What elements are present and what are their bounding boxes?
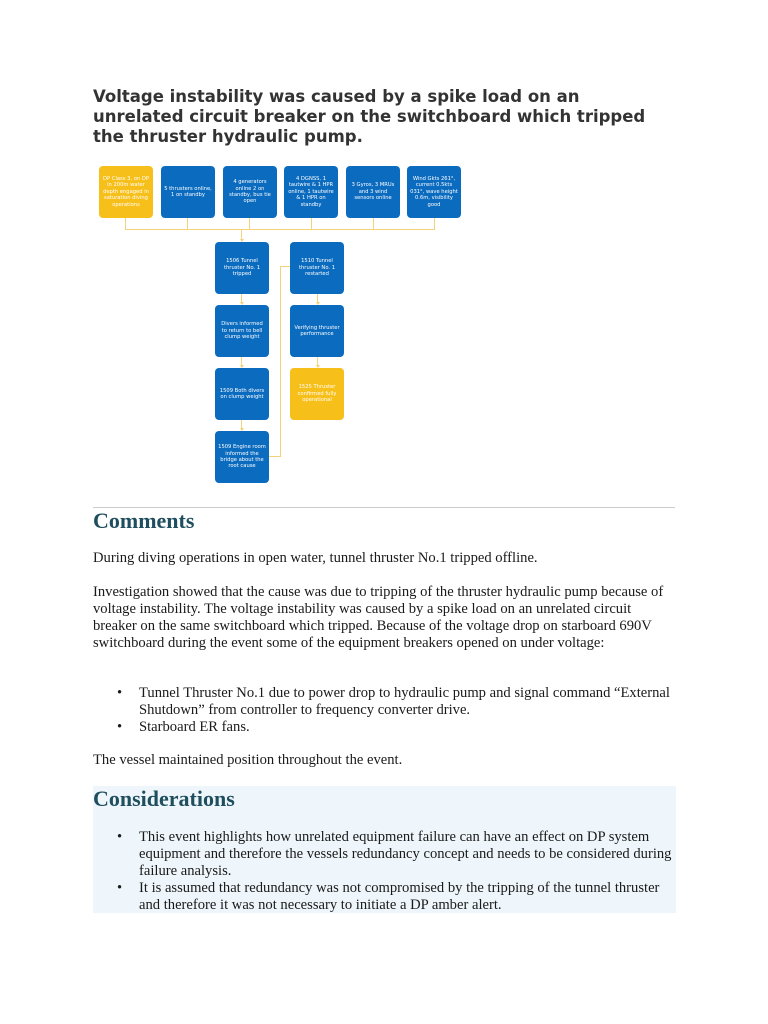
connector-line (269, 456, 280, 457)
connector-line (311, 217, 312, 229)
connector-line (434, 217, 435, 229)
considerations-bullet-list (139, 829, 679, 914)
event-box-verifying-performance: Verifying thruster performance (290, 305, 344, 357)
list-item: • It is assumed that redundancy was not compromised by the tripping of the tunnel thruster and therefore it was not necessary to initiate a DP amber alert. (139, 880, 679, 914)
connector-line (373, 217, 374, 229)
event-box-thruster-operational: 1525 Thruster confirmed fully operational (290, 368, 344, 420)
list-item: • Starboard ER fans. (139, 719, 679, 736)
connector-line (187, 217, 188, 229)
context-box-weather: Wind Gkts 261°, current 0.5kts 031°, wave height 0.6m, visibility good (407, 166, 461, 218)
list-item: • Tunnel Thruster No.1 due to power drop to hydraulic pump and signal command “External Shutdown” from controller to frequency converter drive. (139, 685, 679, 719)
connector-line (280, 266, 290, 267)
page-headline: Voltage instability was caused by a spike load on an unrelated circuit breaker on the switchboard which tripped the thruster hydraulic pump. (93, 87, 646, 146)
comments-paragraph-2: Investigation showed that the cause was due to tripping of the thruster hydraulic pump because of voltage instability. The voltage instability was caused by a spike load on an unrelated circuit breaker on the same switchboard which tripped. Because of the voltage drop on starboard 690V switchboard during the event some of the equipment breakers opened on under voltage: (93, 584, 664, 651)
comments-bullet-list (139, 685, 679, 736)
event-box-thruster-tripped: 1506 Tunnel thruster No. 1 tripped (215, 242, 269, 294)
comments-paragraph-1: During diving operations in open water, tunnel thruster No.1 tripped offline. (93, 550, 538, 566)
event-box-divers-informed: Divers informed to return to bell clump weight (215, 305, 269, 357)
context-box-dp-class: DP Class 3, on DP in 200m water depth engaged in saturation diving operations (99, 166, 153, 218)
considerations-heading: Considerations (93, 786, 235, 811)
connector-line (249, 217, 250, 229)
context-box-sensors: 3 Gyros, 3 MRUs and 3 wind sensors online (346, 166, 400, 218)
connector-line (280, 266, 281, 457)
comments-paragraph-3: The vessel maintained position throughout the event. (93, 752, 403, 768)
event-box-thruster-restarted: 1510 Tunnel thruster No. 1 restarted (290, 242, 344, 294)
context-box-reference-systems: 4 DGNSS, 1 tautwire & 1 HPR online, 1 tautwire & 1 HPR on standby (284, 166, 338, 218)
event-box-divers-on-clump: 1509 Both divers on clump weight (215, 368, 269, 420)
list-item: • This event highlights how unrelated equipment failure can have an effect on DP system equipment and therefore the vessels redundancy concept and needs to be considered during failure analysis. (139, 829, 679, 880)
context-box-generators: 4 generators online 2 on standby, bus tie open (223, 166, 277, 218)
event-box-root-cause: 1509 Engine room informed the bridge about the root cause (215, 431, 269, 483)
connector-line (125, 229, 435, 230)
connector-line (125, 217, 126, 229)
context-box-thrusters: 5 thrusters online, 1 on standby (161, 166, 215, 218)
event-flowchart (95, 162, 470, 487)
comments-heading: Comments (93, 508, 195, 533)
